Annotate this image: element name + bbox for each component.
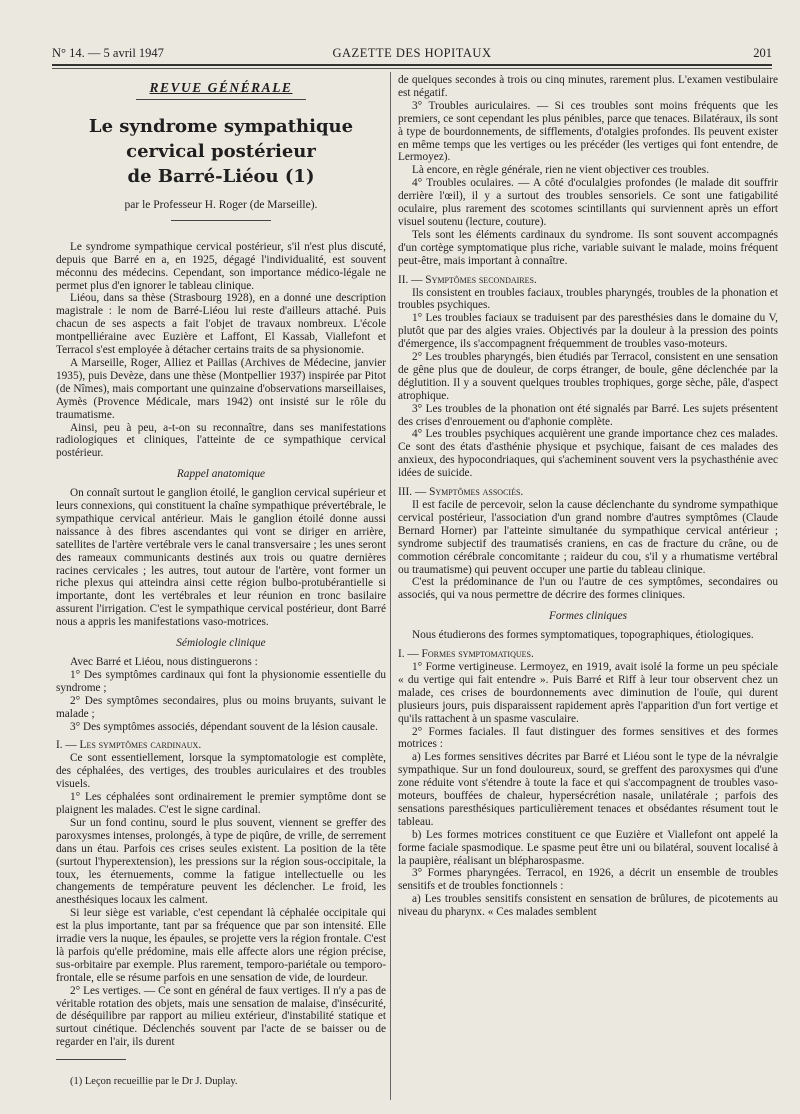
phonation-troubles-paragraph: 3° Les troubles de la phonation ont été signalés par Barré. Les sujets présentent des crises d'enrouement ou d'aphonie complète. <box>398 402 778 428</box>
vertiginous-form-paragraph: 1° Forme vertigineuse. Lermoyez, en 1919, avait isolé la forme un peu spéciale « du vertige qui fait entendre ». Puis Barré et Riff à leur tour observent chez un malade, ces crises de bourdonnements avec diminution de l'ouïe, qui durent plusieurs jours, puis disparaissent rapidement après l'apparition d'un fort vertige et qu'ils rattachent à un spasme vasculaire. <box>398 660 778 725</box>
intro-paragraph-4: Ainsi, peu à peu, a-t-on su reconnaître, dans ses manifestations radiologiques et cliniques, l'atteinte de ce sympathique cervical postérieur. <box>56 421 386 460</box>
title-rule <box>171 220 271 221</box>
part-heading-3-number: III. — <box>398 486 430 499</box>
auricular-paragraph-2: Là encore, en règle générale, rien ne vient objectiver ces troubles. <box>412 164 710 177</box>
section-label: REVUE GÉNÉRALE <box>149 80 293 95</box>
semiology-intro: Avec Barré et Liéou, nous distinguerons : <box>70 656 258 668</box>
subheading-anatomy: Rappel anatomique <box>176 468 266 481</box>
auricular-paragraph-1: 3° Troubles auriculaires. — Si ces troubles sont moins fréquents que les premiers, ce sont cependant les plus pénibles, parce que tenaces. Bilatéraux, ils sont à type de bourdonnements, de sifflements, d'otalgies profondes. Ils peuvent exister en même temps que les vertiges ou les précéder (les vertiges qui font entendre, de Lermoyez). <box>398 99 778 164</box>
part-heading-2-number: II. — <box>398 273 426 286</box>
intro-paragraph-2: Liéou, dans sa thèse (Strasbourg 1928), en a donné une description magistrale : le nom de Barré-Liéou lui reste d'ailleurs attaché. Puis chacun de ses aspects a fait l'objet de travaux nombreux. L'école montpelliéraine avec Euzière et Laffont, El Kassab, Viallefont et Terracol s'est employée à détacher certains traits de sa physionomie. <box>56 292 386 357</box>
ocular-paragraph-2: Tels sont les éléments cardinaux du syndrome. Ils sont souvent accompagnés d'un cortège symptomatique plus riche, variable suivant le malade, moins fréquent peut-être, mais important à connaître. <box>398 228 778 267</box>
semiology-item-1: 1° Des symptômes cardinaux qui font la physionomie essentielle du syndrome ; <box>56 668 386 694</box>
pharyngeal-forms-a: a) Les troubles sensitifs consistent en sensation de brûlures, de picotements au niveau du pharynx. « Ces malades semblent <box>398 893 778 919</box>
forms-heading-1 <box>398 648 778 661</box>
associated-paragraph-2: C'est la prédominance de l'un ou l'autre de ces symptômes, secondaires ou associés, qui va nous permettre de décrire des formes cliniques. <box>398 576 778 602</box>
continued-paragraph: de quelques secondes à trois ou cinq minutes, rarement plus. L'examen vestibulaire est négatif. <box>398 74 778 99</box>
forms-heading-1-number: I. — <box>398 648 422 661</box>
clinical-forms-intro: Nous étudierons des formes symptomatiques, topographiques, étiologiques. <box>412 629 754 642</box>
page-number: 201 <box>753 46 772 60</box>
cephalees-paragraph-3: Si leur siège est variable, c'est cependant là céphalée occipitale qui est la plus importante, tant par sa fréquence que par son intensité. Elle irradie vers la nuque, les épaules, se projette vers la région frontale. C'est là parfois qu'elle prédomine, mais elle affecte alors une région précise, sus-orbitaire par exemple. Plus rarement, temporo-pariétale ou temporo-frontale, elle se résume parfois en une sensation de vide, de lourdeur. <box>56 907 386 984</box>
vertiges-paragraph: 2° Les vertiges. — Ce sont en général de faux vertiges. Il n'y a pas de véritable rotation des objets, mais une sensation de malaise, d'insécurité, de déséquilibre par rapport au milieu extérieur, d'instabilité statique et surtout cinétique. Déclenchés souvent par l'acte de se baisser ou de regarder en l'air, ils durent <box>56 984 386 1049</box>
part-heading-1 <box>56 739 386 752</box>
cephalees-paragraph-1: 1° Les céphalées sont ordinairement le premier symptôme dont se plaignent les malades. C'est le signe cardinal. <box>56 791 386 816</box>
ocular-paragraph: 4° Troubles oculaires. — A côté d'oculalgies profondes (le malade dit souffrir derrière l'œil), il y a surtout des troubles sensoriels. Ce sont une fatigabilité oculaire, plus rarement des scotomes scintillants qui surviennent après un effort visuel soutenu (lecture, couture). <box>398 177 778 228</box>
issue-date: N° 14. — 5 avril 1947 <box>52 46 164 60</box>
facial-forms-a: a) Les formes sensitives décrites par Barré et Liéou sont le type de la névralgie sympathique. Sur un fond douloureux, sourd, se greffent des paroxysmes qui d'une zone réduite vont s'étendre à toute la face et qui s'accompagnent de troubles vaso-moteurs, bouffées de chaleur, hypersécrétion nasale, unilatérale ; parfois des sensations paresthésiques particulièrement tenaces et obsédantes résument tout le tableau. <box>398 751 778 828</box>
cardinal-symptoms-paragraph: Ce sont essentiellement, lorsque la symptomatologie est complète, des céphalées, des vertiges, des troubles auriculaires et des troubles visuels. <box>56 752 386 791</box>
psychic-troubles-paragraph: 4° Les troubles psychiques acquièrent une grande importance chez ces malades. Ce sont des états d'asthénie physique et psychique, faisant de ces malades des anxieux, des hypocondriaques, qui s'acheminent souvent vers la psychasthénie avec idées de suicide. <box>398 428 778 480</box>
intro-paragraph-1: Le syndrome sympathique cervical postérieur, s'il n'est plus discuté, depuis que Barré en a, en 1925, dégagé l'individualité, est souvent méconnu des médecins. Cependant, son importance médico-légale ne permet plus d'en ignorer le tableau clinique. <box>56 240 386 292</box>
facial-forms-paragraph: 2° Formes faciales. Il faut distinguer des formes sensitives et des formes motrices : <box>398 725 778 751</box>
facial-forms-b: b) Les formes motrices constituent ce que Euzière et Viallefont ont appelé la forme faciale spasmodique. Le spasme peut être uni ou bilatéral, souvent localisé à la paupière, réalisant un blépharospasme. <box>398 828 778 867</box>
subheading-clinical-forms: Formes cliniques <box>548 610 628 623</box>
intro-paragraph-3: A Marseille, Roger, Alliez et Paillas (Archives de Médecine, janvier 1935), puis Devèze, dans une thèse (Montpellier 1937) inspirée par Pitot (de Nîmes), mais comportant une quinzaine d'observations marseillaises, Aymès (Provence Médicale, mars 1942) ont insisté sur le rôle du traumatisme. <box>56 356 386 421</box>
semiology-item-2: 2° Des symptômes secondaires, plus ou moins bruyants, suivant le malade ; <box>56 694 386 720</box>
left-column <box>56 72 386 1089</box>
part-heading-2-title: Symptômes secondaires. <box>425 273 537 286</box>
article-title-line2: de Barré-Liéou (1) <box>127 165 315 187</box>
semiology-item-3: 3° Des symptômes associés, dépendant souvent de la lésion causale. <box>70 720 378 733</box>
header-rule <box>52 64 772 66</box>
page-header <box>52 46 772 64</box>
part-heading-2 <box>398 274 778 287</box>
associated-paragraph-1: Il est facile de percevoir, selon la cause déclenchante du syndrome sympathique cervical postérieur, l'association d'un grand nombre d'autres symptômes (Claude Bernard Horner) par l'atteinte simultanée du sympathique cervical antérieur ; syndrome subjectif des traumatisés craniens, en cas de fracture du crâne, ou de commotion cérébrale concomitante ; raideur du cou, s'il y a rhumatisme vertébral ou traumatisme) qui peuvent occuper une partie du tableau clinique. <box>398 499 778 576</box>
footnote-rule <box>56 1059 126 1060</box>
part-heading-1-title: Les symptômes cardinaux. <box>79 739 202 752</box>
forms-heading-1-title: Formes symptomatiques. <box>421 648 534 661</box>
part-heading-3-title: Symptômes associés. <box>429 486 524 499</box>
journal-title: GAZETTE DES HOPITAUX <box>332 46 492 60</box>
article-byline: par le Professeur H. Roger (de Marseille). <box>124 198 318 211</box>
facial-troubles-paragraph: 1° Les troubles faciaux se traduisent par des paresthésies dans le domaine du V, plutôt que par des algies vraies. Objectivés par la douleur à la pression des points d'émergence, ils s'accompagnent fréquemment de troubles vaso-moteurs. <box>398 312 778 351</box>
right-column <box>398 74 778 919</box>
cephalees-paragraph-2: Sur un fond continu, sourd le plus souvent, viennent se greffer des paroxysmes intenses, prolongés, à type de piqûre, de vrille, de serrement dans un étau. Parfois ces crises seules existent. La position de la tête (surtout l'hyperextension), les pressions sur la région sous-occipitale, la toux, les éternuements, comme la fatigue intellectuelle ou les changements de température peuvent les déclencher. Le froid, les anesthésiques locaux les calment. <box>56 816 386 907</box>
footnote: (1) Leçon recueillie par le Dr J. Duplay. <box>70 1076 238 1088</box>
secondary-intro-paragraph: Ils consistent en troubles faciaux, troubles pharyngés, troubles de la phonation et troubles psychiques. <box>398 286 778 312</box>
article-title <box>56 114 386 189</box>
article-title-line1: Le syndrome sympathique cervical postérieur <box>88 115 354 162</box>
column-divider <box>390 72 391 1100</box>
pharyngeal-forms-paragraph: 3° Formes pharyngées. Terracol, en 1926, a décrit un ensemble de troubles sensitifs et de troubles fonctionnels : <box>398 867 778 893</box>
part-heading-1-number: I. — <box>56 739 80 752</box>
subheading-semiology: Sémiologie clinique <box>176 637 266 650</box>
part-heading-3 <box>398 486 778 499</box>
header-rule-thin <box>52 68 772 69</box>
anatomy-paragraph: On connaît surtout le ganglion étoilé, le ganglion cervical supérieur et leurs connexions, qui constituent la chaîne sympathique prévertébrale, le sympathique cervical antérieur. Mais le ganglion étoilé donne aussi naissance à des fibres ascendantes qui vont se diriger en arrière, satellites de l'artère vertébrale vers le canal transversaire ; les unes seront des rameaux communicants destinés aux trois ou quatre dernières racines cervicales ; les autres, tout autour de l'artère, vont former un riche plexus qui atteindra ainsi cette région bulbo-protubérantielle si importante, dont les vertébrales et leur réunion en tronc basilaire assurent l'irrigation. C'est le sympathique cervical postérieur, dont Barré nous a appris les manifestations vaso-motrices. <box>56 487 386 629</box>
section-label-rule <box>136 99 306 100</box>
pharyngeal-troubles-paragraph: 2° Les troubles pharyngés, bien étudiés par Terracol, consistent en une sensation de gêne plus que de douleur, de corps étranger, de boule, gêne déclenchée par la déglutition. Il y a souvent quelques troubles trophiques, gorge sèche, pâle, d'aspect atrophique. <box>398 351 778 402</box>
